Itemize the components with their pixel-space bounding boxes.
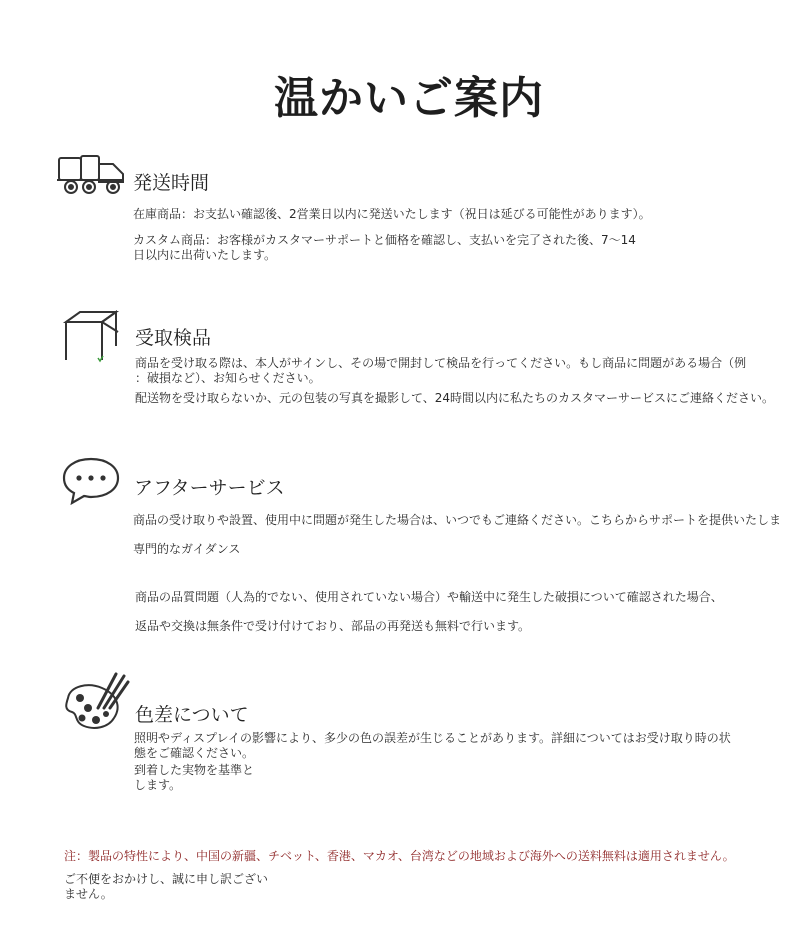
shipping-exclusion-note: 注：製品の特性により、中国の新疆、チベット、香港、マカオ、台湾などの地域および海外への送料無料は適用されません。 — [64, 849, 735, 863]
palette-icon — [58, 668, 132, 734]
color-text-4: します。 — [134, 778, 182, 792]
truck-icon — [55, 154, 131, 196]
color-text-3: 到着した実物を基準と — [134, 763, 255, 777]
page-title: 温かいご案内 — [274, 73, 544, 124]
color-text-1: 照明やディスプレイの影響により、多少の色の誤差が生じることがあります。詳細についてはお受け取り時の状 — [134, 731, 731, 745]
inspection-text-2: ：破損など）、お知らせください。 — [135, 371, 321, 385]
section-heading-color-difference: 色差について — [135, 704, 249, 726]
inspection-text-3: 配送物を受け取らないか、元の包装の写真を撮影して、24時間以内に私たちのカスタマーサービスにご連絡ください。 — [135, 391, 775, 405]
shipping-text-custom-2: 日以内に出荷いたします。 — [133, 248, 277, 262]
after-service-text-2: 専門的なガイダンス — [133, 542, 241, 556]
chat-bubble-icon — [60, 455, 122, 507]
section-heading-after-service: アフターサービス — [134, 477, 285, 499]
apology-text-2: ません。 — [64, 887, 113, 901]
after-service-text-4: 返品や交換は無条件で受け付けており、部品の再発送も無料で行います。 — [135, 619, 531, 633]
color-text-2: 態をご確認ください。 — [134, 746, 255, 760]
after-service-text-1: 商品の受け取りや設置、使用中に問題が発生した場合は、いつでもご連絡ください。こちらからサポートを提供いたしま — [133, 513, 782, 527]
box-icon — [60, 308, 124, 364]
after-service-text-3: 商品の品質問題（人為的でない、使用されていない場合）や輸送中に発生した破損について確認された場合、 — [135, 590, 723, 604]
section-heading-shipping: 発送時間 — [133, 172, 210, 194]
inspection-text-1: 商品を受け取る際は、本人がサインし、その場で開封して検品を行ってください。もし商品に問題がある場合（例 — [135, 356, 747, 370]
shipping-text-custom: カスタム商品：お客様がカスタマーサポートと価格を確認し、支払いを完了された後、7〜14 — [133, 233, 636, 247]
shipping-text-stock: 在庫商品：お支払い確認後、2営業日以内に発送いたします（祝日は延びる可能性があります）。 — [133, 207, 651, 221]
apology-text-1: ご不便をおかけし、誠に申し訳ござい — [64, 872, 269, 886]
section-heading-inspection: 受取検品 — [135, 327, 212, 349]
